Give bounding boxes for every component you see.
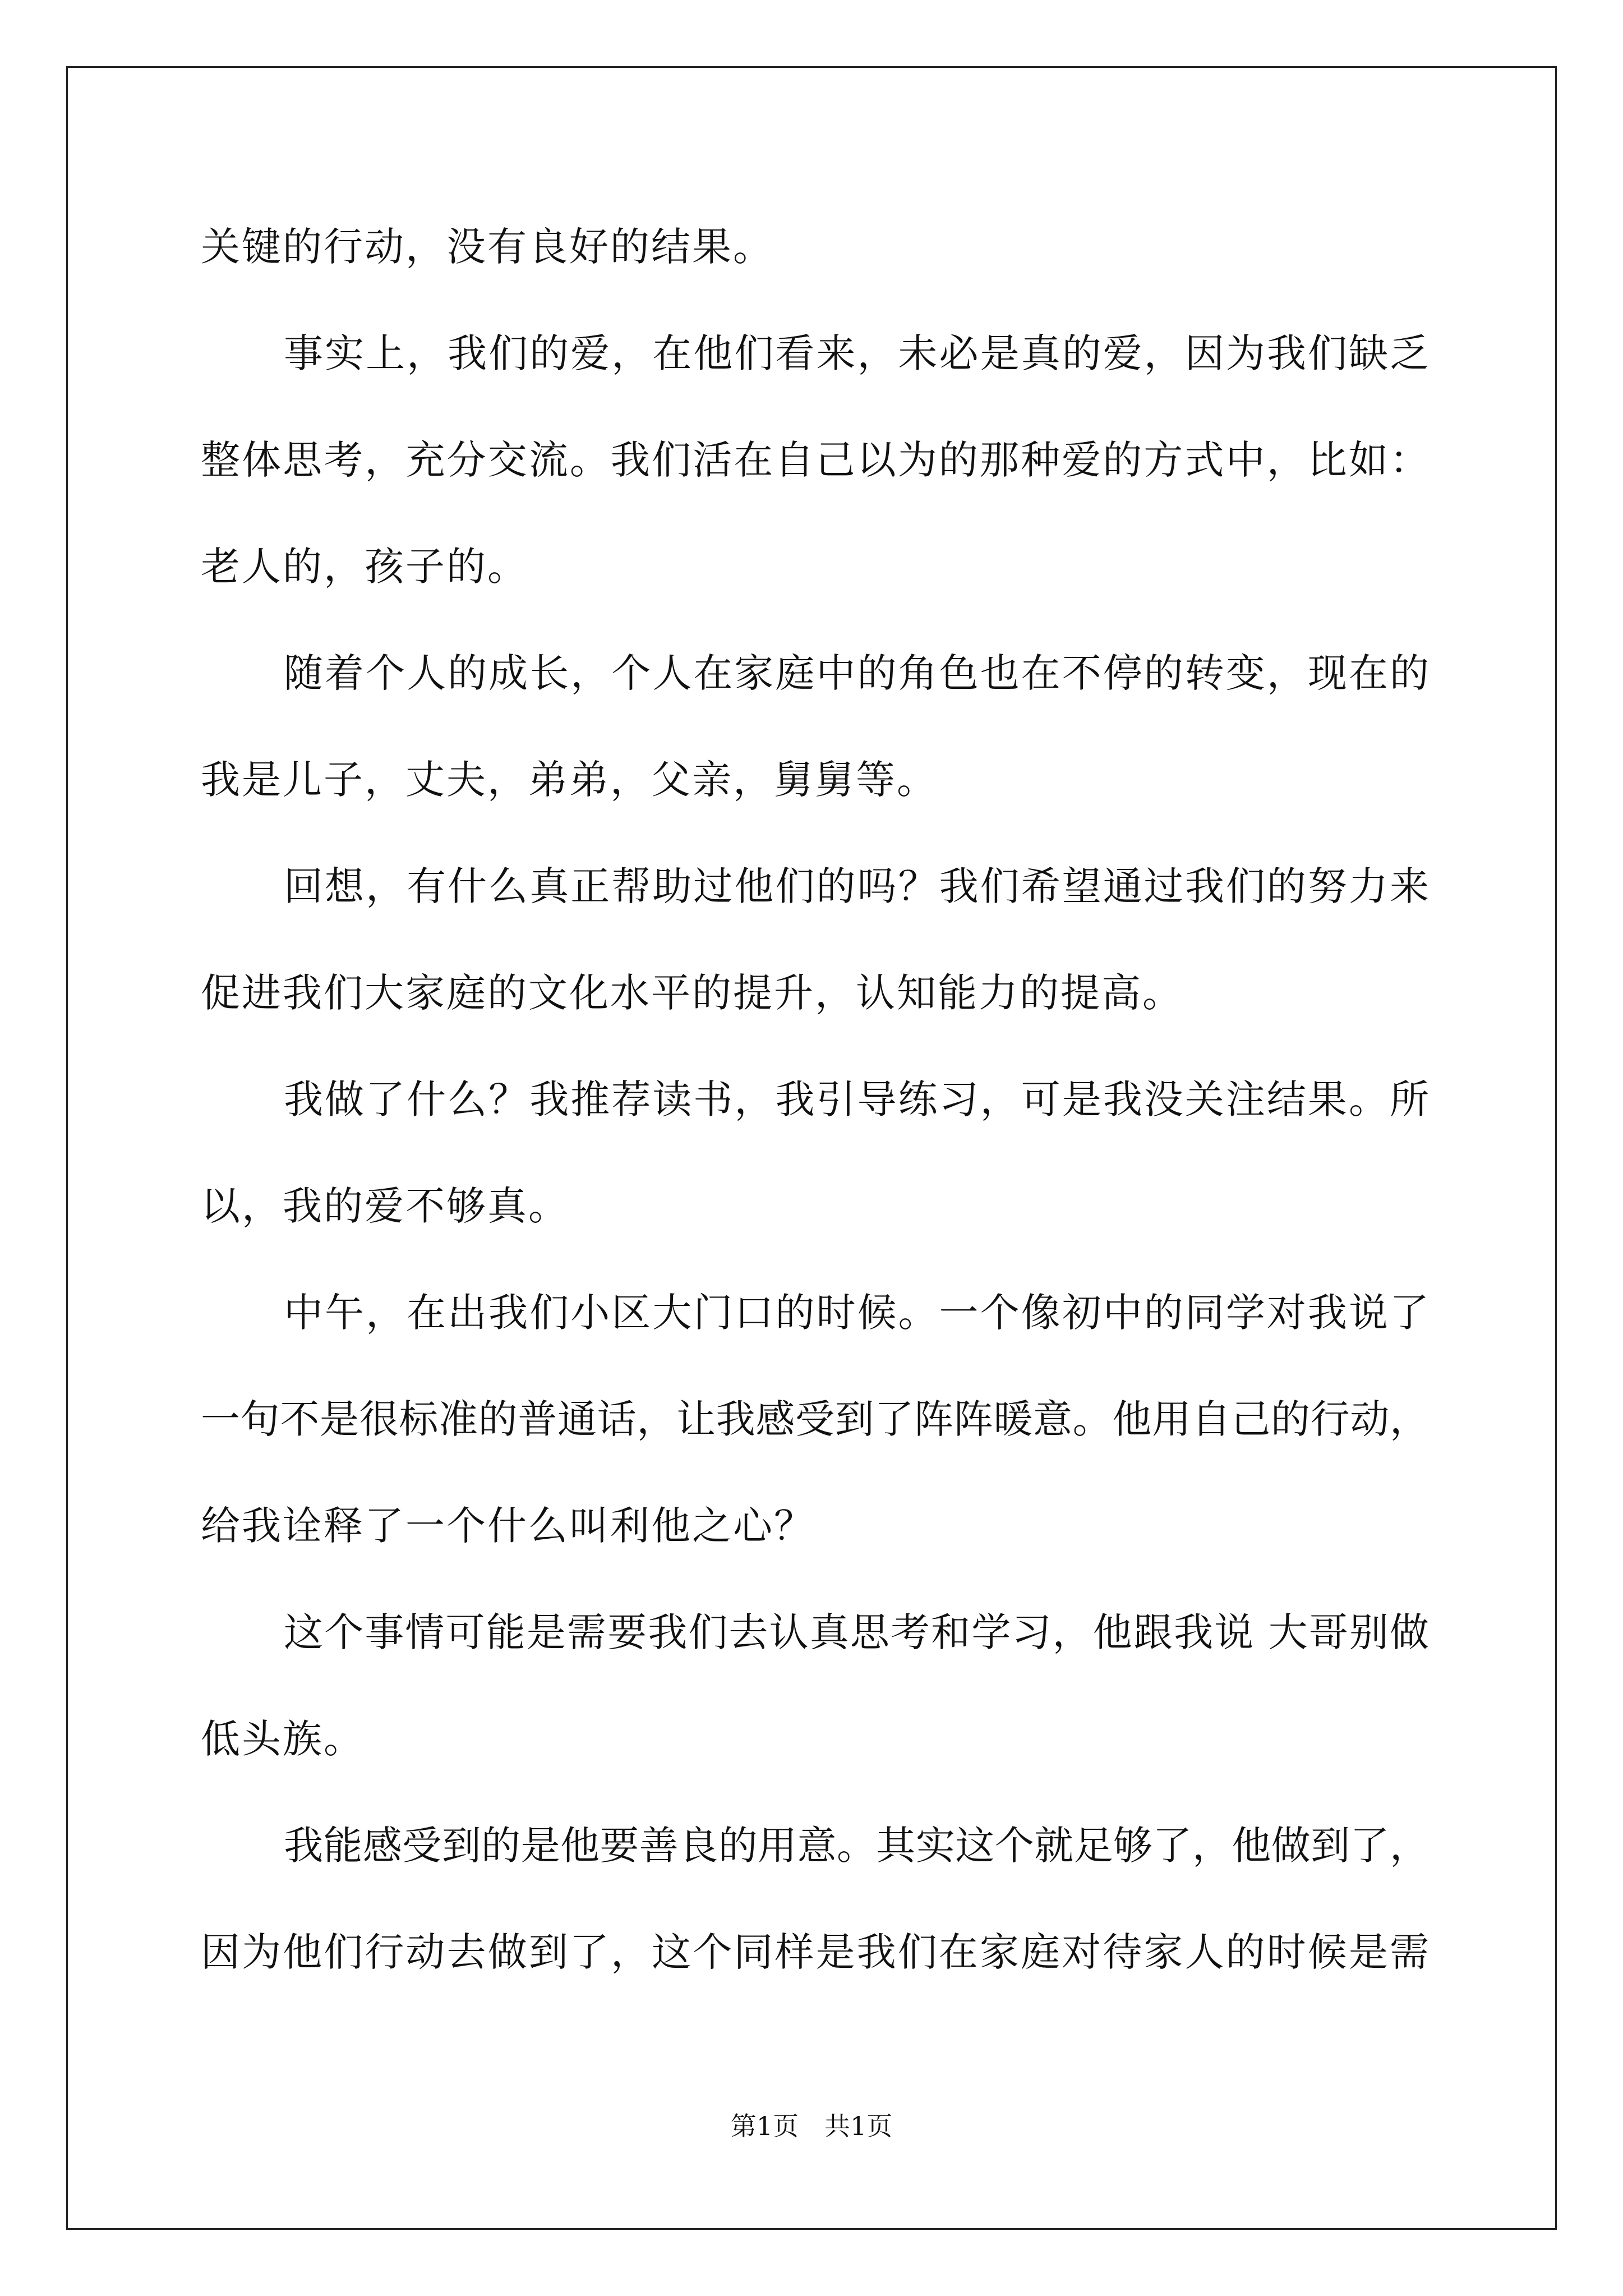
paragraph-start-line: 这个事情可能是需要我们去认真思考和学习，他跟我说 大哥别做 — [284, 1609, 1429, 1655]
text-line: 给我诠释了一个什么叫利他之心？ — [201, 1503, 815, 1549]
paragraph-start-line: 中午，在出我们小区大门口的时候。一个像初中的同学对我说了 — [284, 1290, 1429, 1336]
text-line: 我是儿子，丈夫，弟弟，父亲，舅舅等。 — [201, 757, 938, 803]
text-line: 整体思考，充分交流。我们活在自己以为的那种爱的方式中，比如： — [201, 437, 1429, 483]
text-line: 因为他们行动去做到了，这个同样是我们在家庭对待家人的时候是需 — [201, 1929, 1429, 1975]
paragraph-start-line: 我能感受到的是他要善良的用意。其实这个就足够了，他做到了， — [284, 1823, 1429, 1869]
text-line: 促进我们大家庭的文化水平的提升，认知能力的提高。 — [201, 970, 1183, 1016]
text-line: 一句不是很标准的普通话，让我感受到了阵阵暖意。他用自己的行动， — [201, 1396, 1429, 1442]
text-line: 以，我的爱不够真。 — [201, 1183, 569, 1229]
paragraph-start-line: 我做了什么？我推荐读书，我引导练习，可是我没关注结果。所 — [284, 1076, 1429, 1122]
text-line: 关键的行动，没有良好的结果。 — [201, 224, 774, 270]
paragraph-start-line: 回想，有什么真正帮助过他们的吗？我们希望通过我们的努力来 — [284, 863, 1429, 909]
page-number-label: 第1页 共1页 — [730, 2111, 893, 2141]
page-footer — [0, 2109, 1623, 2143]
text-line: 老人的，孩子的。 — [201, 544, 528, 590]
text-line: 低头族。 — [201, 1716, 365, 1762]
paragraph-start-line: 事实上，我们的爱，在他们看来，未必是真的爱，因为我们缺乏 — [284, 330, 1429, 376]
paragraph-start-line: 随着个人的成长，个人在家庭中的角色也在不停的转变，现在的 — [284, 650, 1429, 696]
page-border — [66, 66, 1557, 2230]
